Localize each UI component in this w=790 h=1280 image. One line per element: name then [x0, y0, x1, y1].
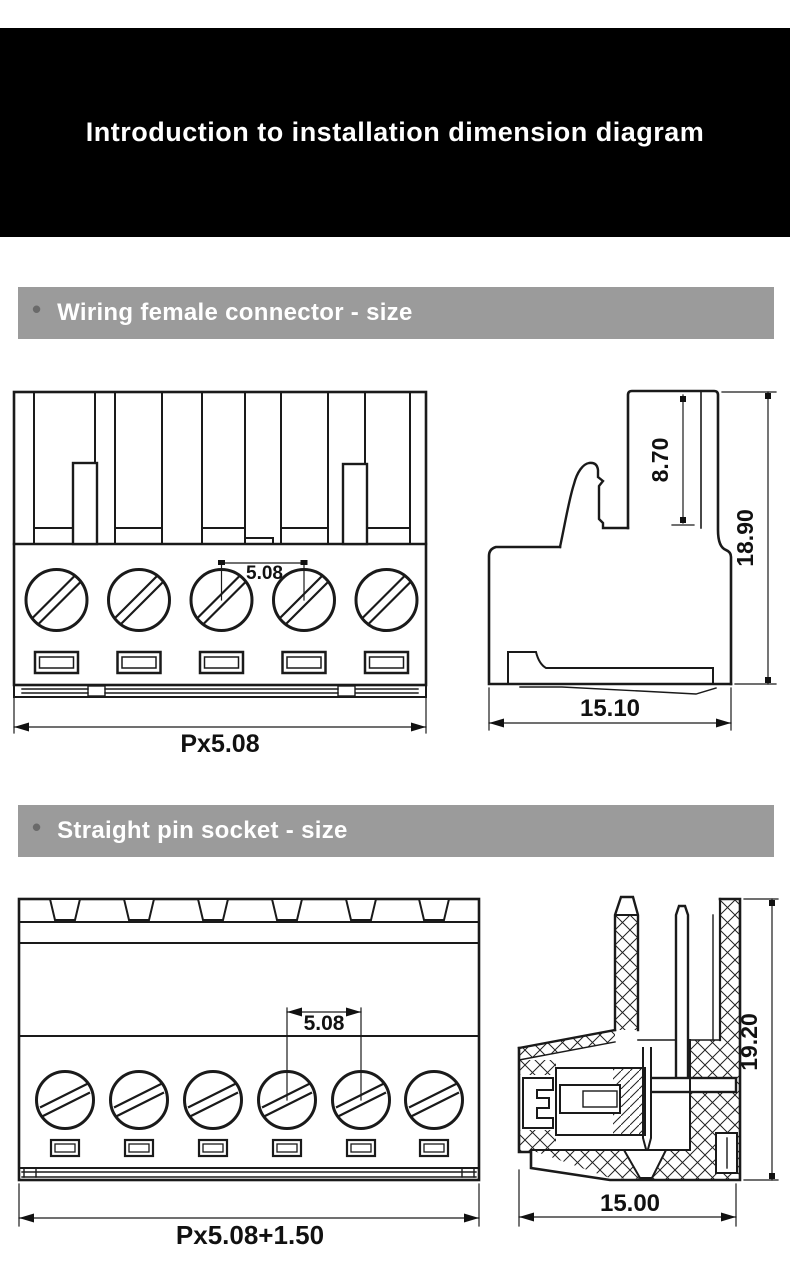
- section-banner-label: Straight pin socket - size: [57, 817, 348, 844]
- dim-label-overall: Px5.08: [180, 730, 260, 758]
- base-rail: [19, 1168, 479, 1177]
- straight-pin-socket-drawing: [0, 878, 790, 1260]
- pin-notches: [50, 899, 449, 920]
- dim-label-pitch: 5.08: [246, 563, 283, 584]
- dim-upper-height: [672, 395, 694, 525]
- dim-label-overall: Px5.08+1.50: [175, 1220, 325, 1250]
- screw-circles: [37, 1072, 463, 1129]
- base-rail: [14, 685, 426, 697]
- socket-front-view: [19, 899, 479, 1250]
- screw-slots: [41, 1084, 458, 1116]
- female-front-view: [14, 392, 426, 758]
- dim-label-total-height: 19.20: [736, 1013, 762, 1071]
- clamp-contact: [523, 1078, 553, 1128]
- section-banner-straight-pin-socket: • Straight pin socket - size: [18, 805, 774, 857]
- dim-label-depth: 15.00: [599, 1190, 661, 1217]
- socket-section-view: [519, 897, 778, 1226]
- section-banner-label: Wiring female connector - size: [57, 299, 413, 326]
- female-side-view: [489, 391, 776, 730]
- wire-entries: [51, 1140, 448, 1156]
- pin: [676, 906, 688, 1078]
- section-banner-female-connector: • Wiring female connector - size: [18, 287, 774, 339]
- dim-label-pitch: 5.08: [303, 1012, 345, 1035]
- page-title: Introduction to installation dimension diagram: [85, 117, 705, 147]
- dim-label-depth: 15.10: [579, 695, 641, 722]
- dim-label-total-height: 18.90: [732, 509, 758, 567]
- wire-entries: [35, 652, 408, 673]
- female-connector-drawing: [0, 360, 790, 780]
- header-banner: [0, 28, 790, 237]
- dim-label-upper-height: 8.70: [647, 437, 673, 483]
